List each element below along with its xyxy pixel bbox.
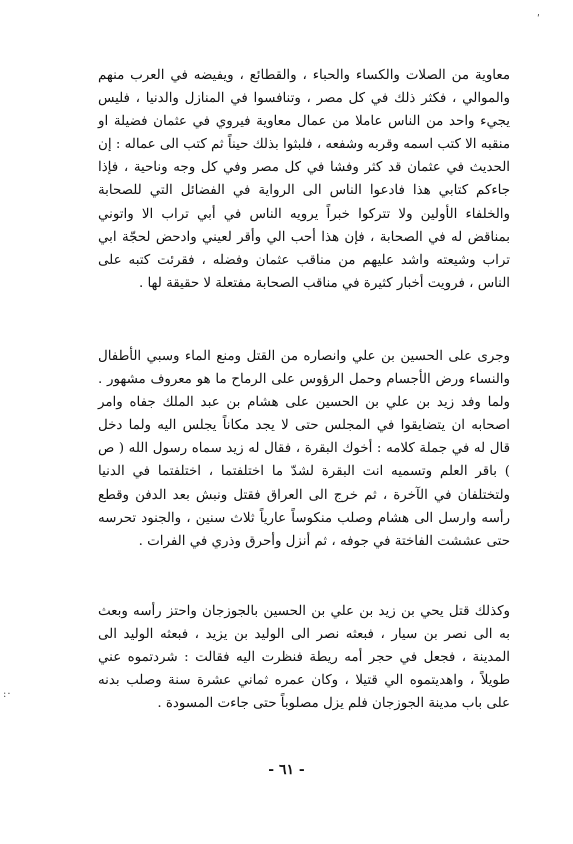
paragraph-2	[98, 345, 510, 553]
scan-speck-mark: ʹ	[537, 14, 540, 25]
paragraph-3-text: وكذلك قتل يحي بن زيد بن علي بن الحسين بالجوزجان واحتز رأسه وبعث به الى نصر بن سيار ، فبعثه نصر الى الوليد بن يزيد ، فبعثه الوليد الى المدينة ، فجعل في حجر أمه ريطة فنظرت اليه فقالت : شردتموه عني طويلاً ، واهديتموه الي قتيلا ، وكان عمره ثماني عشرة سنة وصلب بدنه على باب مدينة الجوزجان فلم يزل مصلوباً حتى جاءت المسودة .	[98, 604, 510, 712]
page-number: - ٦١ -	[268, 762, 305, 778]
paragraph-1-text: معاوية من الصلات والكساء والحباء ، والقطائع ، ويفيضه في العرب منهم والموالي ، فكثر ذلك في كل مصر ، وتنافسوا في المنازل والدنيا ، فليس يجيء واحد من الناس عاملا من عمال معاوية فيروي في عثمان فضيلة او منقبه الا كتب اسمه وقربه وشفعه ، فلبثوا بذلك حيناً ثم كتب الى عماله : إن الحديث في عثمان قد كثر وفشا في كل مصر وفي كل وجه وناحية ، فإذا جاءكم كتابي هذا فادعوا الناس الى الرواية في الفضائل التي للصحابة والخلفاء الأولين ولا تتركوا خبراً يرويه الناس في أبي تراب الا واتوني بمناقض له في الصحابة ، فإن هذا أحب الي وأقر لعيني وادحض لحجّة ابي تراب وشيعته واشد عليهم من مناقب عثمان وفضله ، فقرئت كتبه على الناس ، فرويت أخبار كثيرة في مناقب الصحابة مفتعلة لا حقيقة لها .	[98, 68, 510, 291]
paragraph-1	[98, 64, 510, 295]
paragraph-3	[98, 600, 510, 715]
scan-margin-mark: ·:	[3, 689, 12, 700]
paragraph-2-text: وجرى على الحسين بن علي وانصاره من القتل ومنع الماء وسبي الأطفال والنساء ورض الأجسام وحمل الرؤوس على الرماح ما هو معروف مشهور . ولما وفد زيد بن علي بن الحسين على هشام بن عبد الملك جفاه وامر اصحابه ان يتضايقوا في المجلس حتى لا يجد مكاناً يجلس اليه ولما دخل قال له في جملة كلامه : أخوك البقرة ، فقال له زيد سماه رسول الله ( ص ) باقر العلم وتسميه انت البقرة لشدّ ما اختلفتما ، اختلفتما في الدنيا ولتختلفان في الآخرة ، ثم خرج الى العراق فقتل ونبش بعد الدفن وقطع رأسه وارسل الى هشام وصلب منكوساً عارياً ثلاث سنين ، والجنود تحرسه حتى عششت الفاختة في جوفه ، ثم أنزل وأحرق وذري في الفرات .	[98, 349, 510, 549]
